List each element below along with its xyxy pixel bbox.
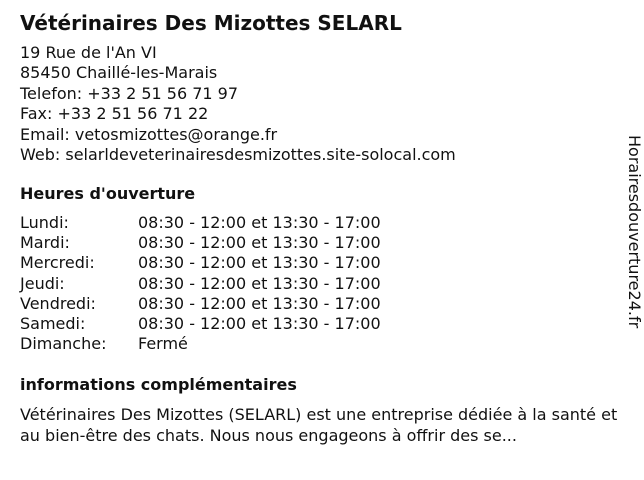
day-times: Fermé xyxy=(138,334,188,354)
day-times: 08:30 - 12:00 et 13:30 - 17:00 xyxy=(138,253,381,273)
day-label: Mercredi: xyxy=(20,253,95,273)
day-times: 08:30 - 12:00 et 13:30 - 17:00 xyxy=(138,233,381,253)
day-label: Samedi: xyxy=(20,313,86,333)
hours-row-monday xyxy=(20,213,381,233)
day-times: 08:30 - 12:00 et 13:30 - 17:00 xyxy=(138,313,381,333)
email-line: Email: vetosmizottes@orange.fr xyxy=(20,124,278,144)
day-times: 08:30 - 12:00 et 13:30 - 17:00 xyxy=(138,293,381,313)
day-label: Vendredi: xyxy=(20,293,96,313)
business-description: Vétérinaires Des Mizottes (SELARL) est une entreprise dédiée à la santé et au bien-être des chats. Nous nous engageons à offrir des se... xyxy=(20,405,618,445)
day-label: Mardi: xyxy=(20,233,70,253)
hours-row-wednesday xyxy=(20,253,381,273)
fax-line: Fax: +33 2 51 56 71 22 xyxy=(20,104,209,124)
site-watermark: Horairesdouverture24.fr xyxy=(625,135,644,329)
hours-row-thursday xyxy=(20,274,381,294)
day-times: 08:30 - 12:00 et 13:30 - 17:00 xyxy=(138,213,381,232)
day-label: Dimanche: xyxy=(20,334,107,354)
additional-info-heading: informations complémentaires xyxy=(20,375,297,394)
day-label: Jeudi: xyxy=(20,273,65,293)
hours-row-sunday xyxy=(20,334,381,354)
business-name: Vétérinaires Des Mizottes SELARL xyxy=(20,11,402,35)
opening-hours-table xyxy=(20,213,381,354)
web-line: Web: selarldeveterinairesdesmizottes.site-solocal.com xyxy=(20,144,456,164)
contact-info xyxy=(20,43,456,165)
opening-hours-heading: Heures d'ouverture xyxy=(20,184,196,203)
hours-row-saturday xyxy=(20,314,381,334)
hours-row-friday xyxy=(20,294,381,314)
day-label: Lundi: xyxy=(20,213,69,232)
hours-row-tuesday xyxy=(20,233,381,253)
phone-line: Telefon: +33 2 51 56 71 97 xyxy=(20,83,239,103)
day-times: 08:30 - 12:00 et 13:30 - 17:00 xyxy=(138,273,381,293)
address-street: 19 Rue de l'An VI xyxy=(20,43,157,62)
address-city: 85450 Chaillé-les-Marais xyxy=(20,63,218,83)
